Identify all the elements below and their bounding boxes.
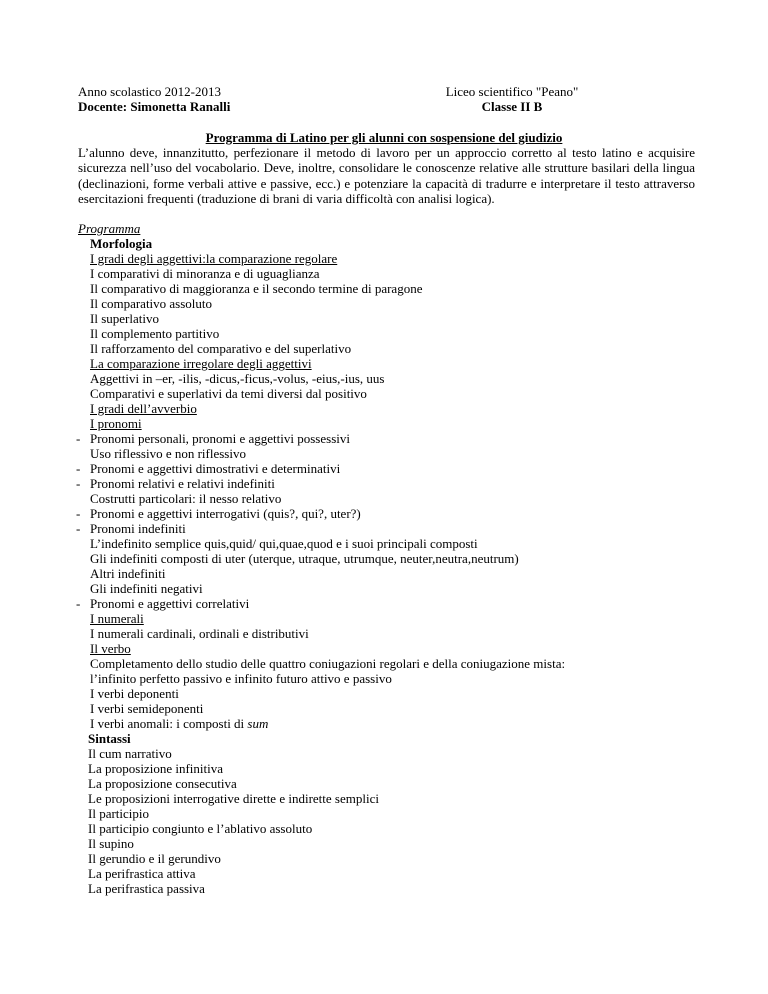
school-year: Anno scolastico 2012-2013 [78,84,221,99]
list-item: l’infinito perfetto passivo e infinito futuro attivo e passivo [90,671,392,686]
list-item: Pronomi personali, pronomi e aggettivi possessivi [90,431,350,446]
list-item: I comparativi di minoranza e di uguaglianza [90,266,320,281]
list-item: I pronomi [90,416,142,431]
list-item: Il supino [88,836,134,851]
list-item: La perifrastica passiva [88,881,205,896]
list-item-text: I verbi anomali: i composti di [90,716,248,731]
dash-marker: - [76,521,81,536]
list-item: Gli indefiniti composti di uter (uterque, utraque, utrumque, neuter,neutra,neutrum) [90,551,519,566]
programma-label: Programma [78,221,141,236]
document-title: Programma di Latino per gli alunni con sospensione del giudizio [205,130,563,145]
list-item: La comparazione irregolare degli aggettivi [90,356,312,371]
morfologia-heading: Morfologia [90,236,153,251]
list-item: Il verbo [90,641,131,656]
list-item: Il comparativo di maggioranza e il secondo termine di paragone [90,281,423,296]
list-item: Pronomi e aggettivi correlativi [90,596,250,611]
list-item: Completamento dello studio delle quattro coniugazioni regolari e della coniugazione mista: [90,656,566,671]
list-item: Il participio [88,806,150,821]
list-item: Altri indefiniti [90,566,166,581]
list-item: I verbi semideponenti [90,701,204,716]
list-item: Il comparativo assoluto [90,296,213,311]
list-item: I verbi deponenti [90,686,179,701]
list-item [90,716,268,731]
sum-word: sum [247,716,269,731]
list-item: Uso riflessivo e non riflessivo [90,446,246,461]
list-item: Il cum narrativo [88,746,172,761]
list-item: Pronomi e aggettivi interrogativi (quis?, qui?, uter?) [90,506,361,521]
list-item: La proposizione consecutiva [88,776,237,791]
list-item: Comparativi e superlativi da temi diversi dal positivo [90,386,367,401]
list-item: I gradi degli aggettivi:la comparazione regolare [90,251,338,266]
sintassi-heading: Sintassi [88,731,131,746]
list-item: Aggettivi in –er, -ilis, -dicus,-ficus,-volus, -eius,-ius, uus [90,371,385,386]
list-item: Il complemento partitivo [90,326,220,341]
list-item: I numerali cardinali, ordinali e distributivi [90,626,309,641]
list-item: I numerali [90,611,144,626]
list-item: Pronomi e aggettivi dimostrativi e determinativi [90,461,341,476]
class-name: Classe II B [481,99,543,114]
list-item: Il rafforzamento del comparativo e del superlativo [90,341,352,356]
list-item: Costrutti particolari: il nesso relativo [90,491,282,506]
dash-marker: - [76,461,81,476]
dash-marker: - [76,506,81,521]
list-item: La proposizione infinitiva [88,761,224,776]
teacher-name: Docente: Simonetta Ranalli [78,99,231,114]
list-item: L’indefinito semplice quis,quid/ qui,quae,quod e i suoi principali composti [90,536,478,551]
list-item: Pronomi indefiniti [90,521,186,536]
list-item: Pronomi relativi e relativi indefiniti [90,476,275,491]
dash-marker: - [76,596,81,611]
intro-paragraph: L’alunno deve, innanzitutto, perfezionare il metodo di lavoro per un approccio corretto al testo latino e acquisire sicurezza nell’uso del vocabolario. Deve, inoltre, consolidare le conoscenze relative alle strutture basilari della lingua (declinazioni, forme verbali attive e passive, ecc.) e potenziare la capacità di tradurre e interpretare il testo attraverso esercitazioni frequenti (traduzione di brani di varia difficoltà con analisi logica). [78,145,695,206]
list-item: Gli indefiniti negativi [90,581,203,596]
dash-marker: - [76,431,81,446]
list-item: Le proposizioni interrogative dirette e indirette semplici [88,791,379,806]
list-item: Il participio congiunto e l’ablativo assoluto [88,821,313,836]
dash-marker: - [76,476,81,491]
list-item: Il gerundio e il gerundivo [88,851,221,866]
list-item: I gradi dell’avverbio [90,401,197,416]
list-item: Il superlativo [90,311,159,326]
school-name: Liceo scientifico "Peano" [445,84,579,99]
list-item: La perifrastica attiva [88,866,196,881]
